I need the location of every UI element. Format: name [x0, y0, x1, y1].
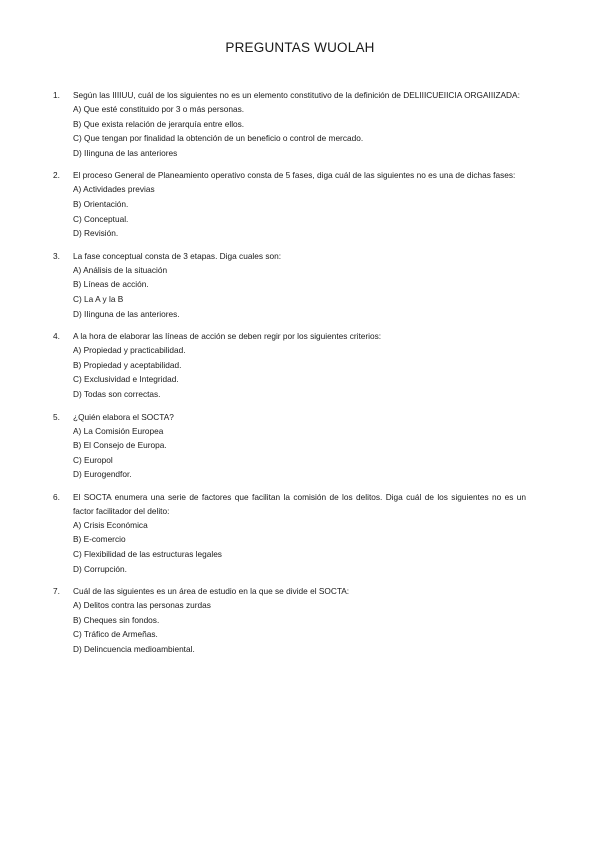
- question-number: 5.: [53, 411, 60, 422]
- option-c: C) La A y la B: [73, 293, 124, 304]
- option-d: D) Delincuencia medioambiental.: [73, 644, 195, 655]
- option-b: B) Propiedad y aceptabilidad.: [73, 359, 182, 370]
- option-d: D) Eurogendfor.: [73, 469, 132, 480]
- option-c: C) Tráfico de Armeñas.: [73, 629, 158, 640]
- question-number: 4.: [53, 331, 60, 342]
- option-d: D) IIinguna de las anteriores: [73, 147, 178, 158]
- option-c: C) Flexibilidad de las estructuras legales: [73, 549, 222, 560]
- question-number: 6.: [53, 491, 60, 502]
- option-a: A) Análisis de la situación: [73, 264, 168, 275]
- page-title: PREGUNTAS WUOLAH: [225, 40, 375, 55]
- option-c: C) Que tengan por finalidad la obtención de un beneficio o control de mercado.: [73, 133, 364, 144]
- question-text: ¿Quién elabora el SOCTA?: [73, 411, 174, 422]
- question-1: [0, 88, 600, 160]
- option-a: A) Actividades previas: [73, 184, 155, 195]
- question-number: 3.: [53, 250, 60, 261]
- option-c: C) Conceptual.: [73, 213, 129, 224]
- question-text: El SOCTA enumera una serie de factores que facilitan la comisión de los delitos. Diga cuál de los siguientes no es un factor facilitador del delito:: [73, 491, 526, 516]
- question-text: Según las IIIIUU, cuál de los siguientes no es un elemento constitutivo de la definición de DELIIICUEIICIA ORGAIIIZADA:: [73, 90, 520, 100]
- question-7: [0, 584, 600, 656]
- question-6: [0, 490, 600, 576]
- option-b: B) Que exista relación de jerarquía entre ellos.: [73, 118, 245, 129]
- question-5: [0, 410, 600, 482]
- option-d: D) Todas son correctas.: [73, 388, 161, 399]
- question-4: [0, 329, 600, 401]
- option-b: B) El Consejo de Europa.: [73, 440, 167, 451]
- option-d: D) IIinguna de las anteriores.: [73, 308, 180, 319]
- option-b: B) Cheques sin fondos.: [73, 614, 160, 625]
- question-3: [0, 249, 600, 321]
- question-number: 7.: [53, 586, 60, 597]
- question-text: El proceso General de Planeamiento operativo consta de 5 fases, diga cuál de las siguientes no es una de dichas fases:: [73, 170, 516, 181]
- option-c: C) Europol: [73, 454, 113, 465]
- question-number: 1.: [53, 90, 60, 100]
- option-b: B) Líneas de acción.: [73, 279, 149, 290]
- question-text: La fase conceptual consta de 3 etapas. Diga cuales son:: [73, 250, 282, 261]
- question-text: Cuál de las siguientes es un área de estudio en la que se divide el SOCTA:: [73, 586, 350, 597]
- option-c: C) Exclusividad e Integridad.: [73, 374, 179, 385]
- question-2: [0, 168, 600, 240]
- question-list: [0, 88, 600, 665]
- option-a: A) Crisis Económica: [73, 519, 148, 530]
- option-d: D) Revisión.: [73, 228, 119, 239]
- option-b: B) E-comercio: [73, 534, 126, 545]
- option-a: A) Que esté constituido por 3 o más personas.: [73, 104, 245, 114]
- option-a: A) Delitos contra las personas zurdas: [73, 600, 211, 611]
- question-text: A la hora de elaborar las líneas de acción se deben regir por los siguientes criterios:: [73, 331, 382, 342]
- option-a: A) La Comisión Europea: [73, 425, 164, 436]
- option-d: D) Corrupción.: [73, 563, 127, 574]
- option-a: A) Propiedad y practicabilidad.: [73, 345, 186, 356]
- question-number: 2.: [53, 170, 60, 181]
- option-b: B) Orientación.: [73, 198, 129, 209]
